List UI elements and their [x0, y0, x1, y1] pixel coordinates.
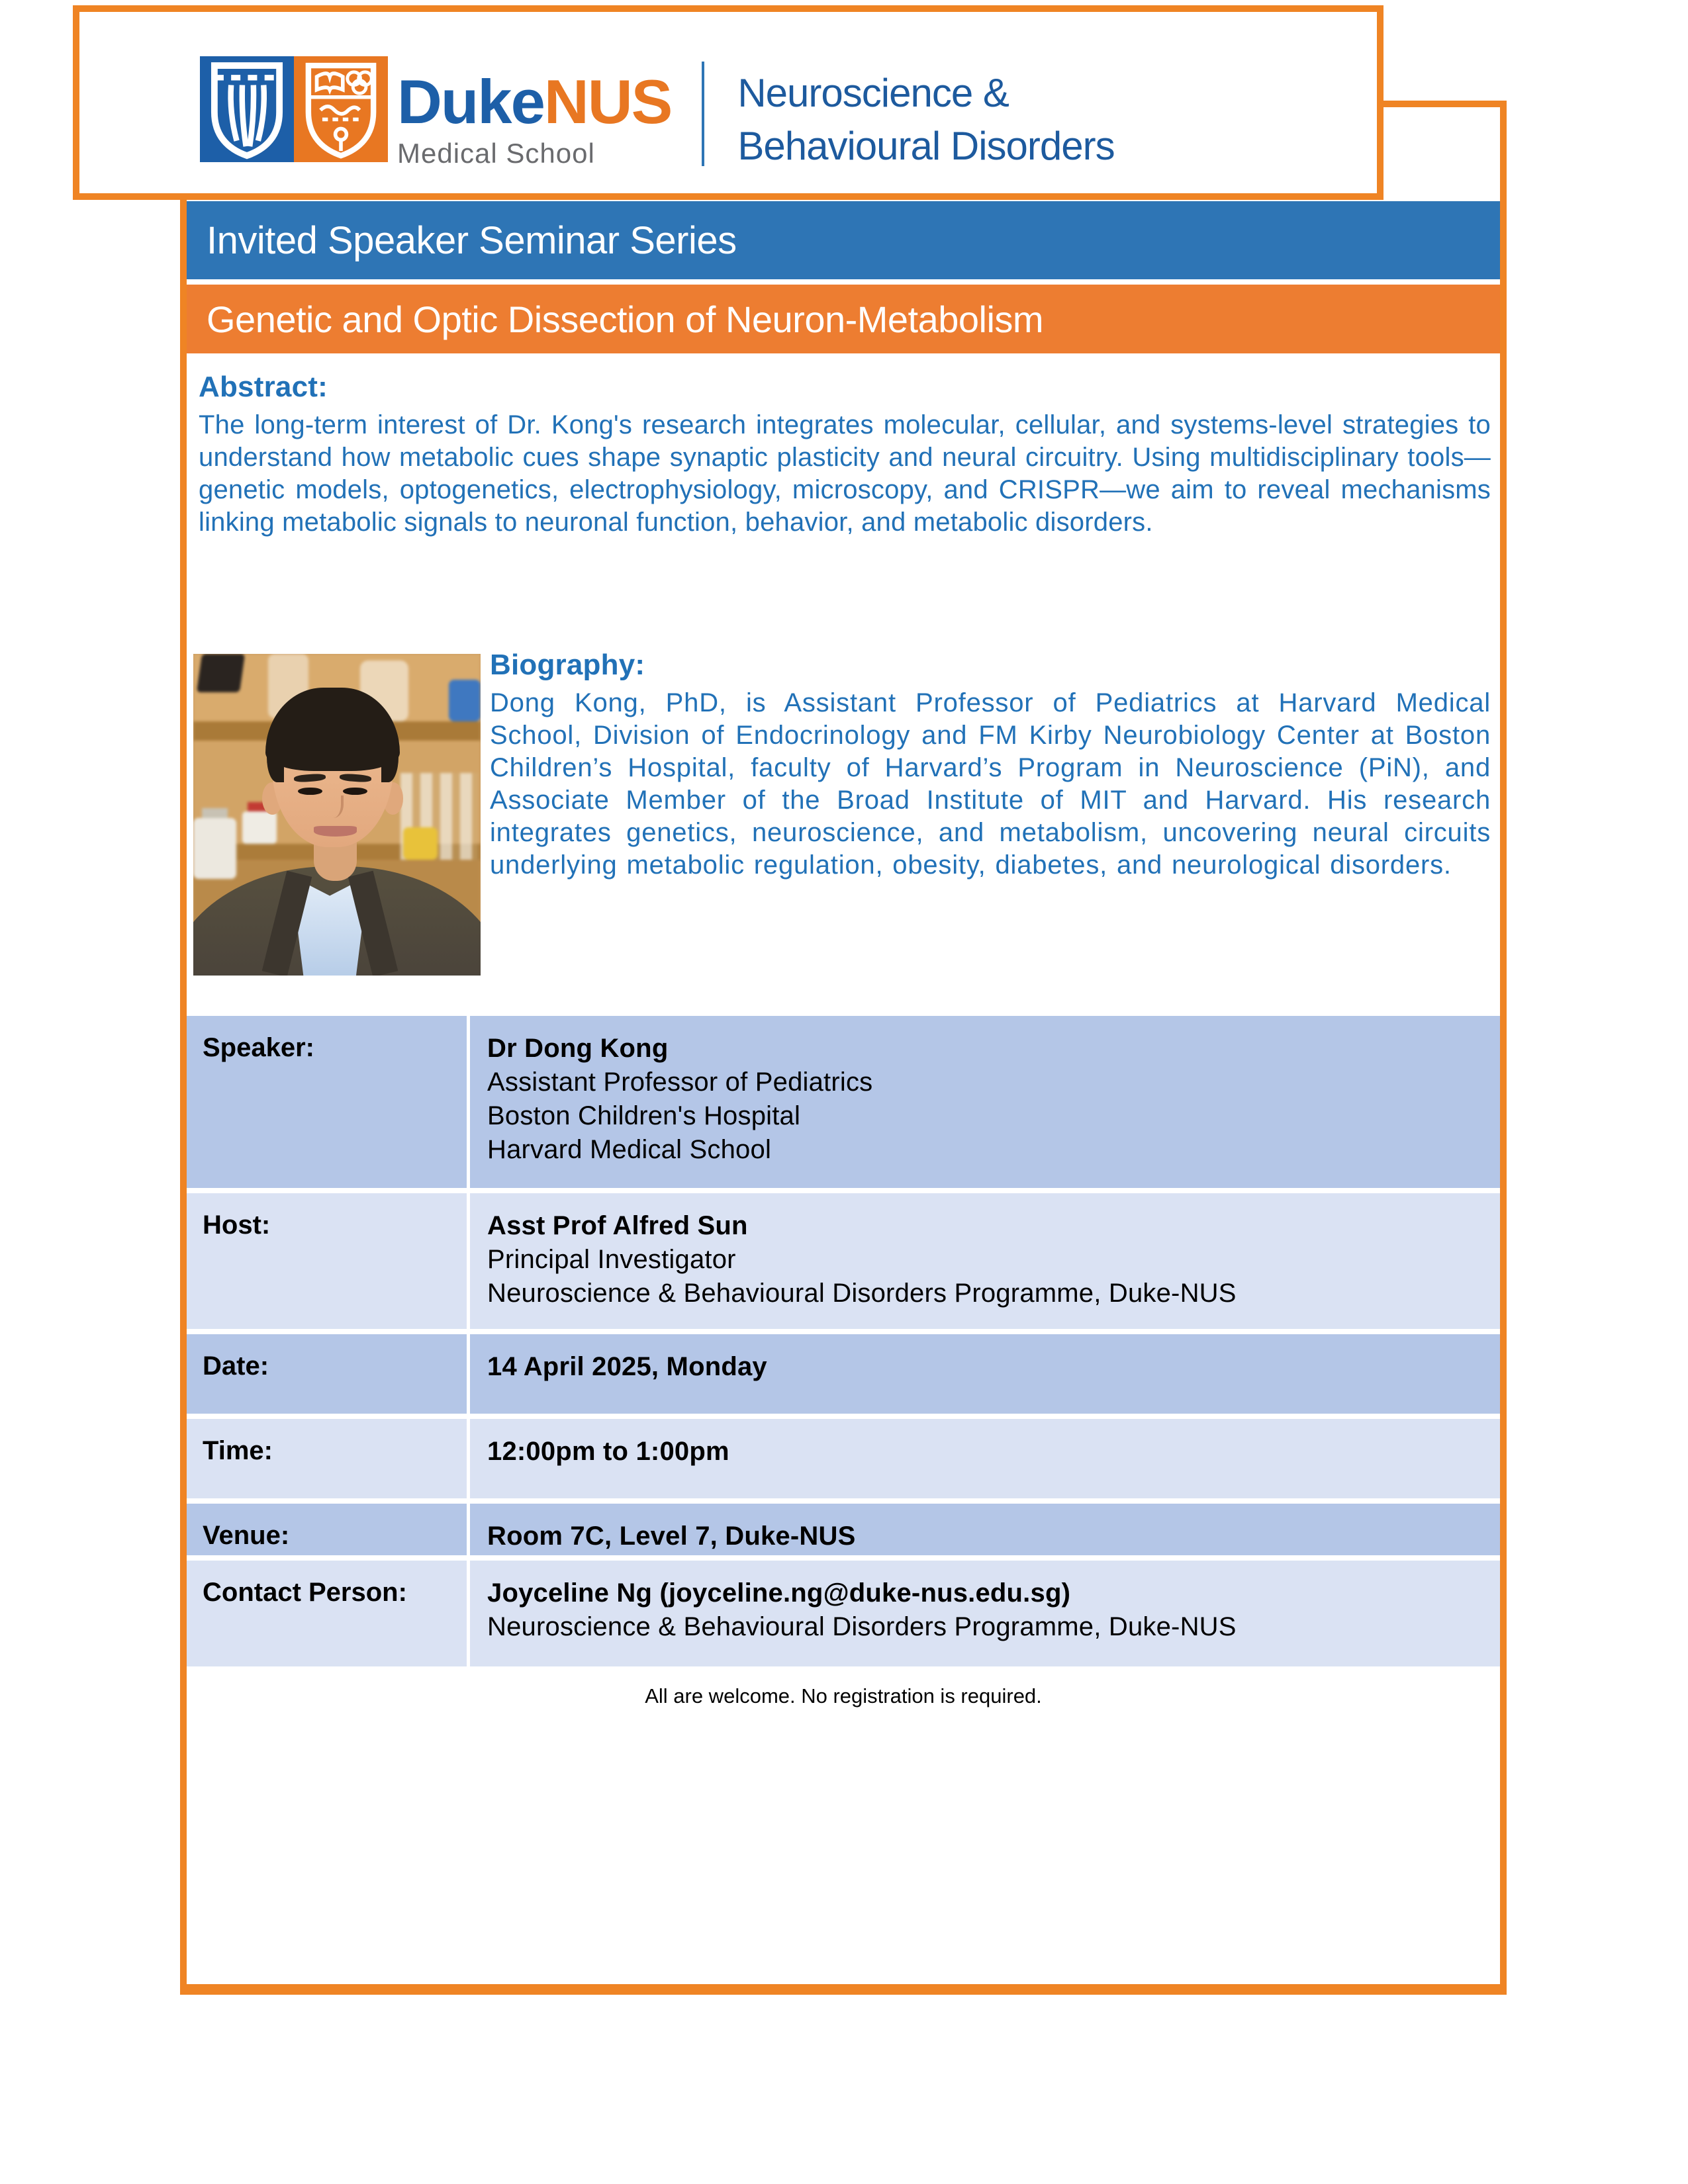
- table-row-contact-person: [187, 1561, 1500, 1666]
- logo-divider: [702, 62, 704, 166]
- row-label: Time:: [187, 1419, 467, 1498]
- row-value: 14 April 2025, Monday: [470, 1334, 1500, 1414]
- wordmark-nus: NUS: [543, 67, 672, 136]
- details-table: [187, 1016, 1500, 1672]
- abstract-section: [199, 371, 1491, 539]
- row-value: Asst Prof Alfred Sun Principal Investigator Neuroscience & Behavioural Disorders Programme, Duke-NUS: [470, 1193, 1500, 1329]
- header-frame: [73, 5, 1383, 200]
- row-value: 12:00pm to 1:00pm: [470, 1419, 1500, 1498]
- row-label: Contact Person:: [187, 1561, 467, 1666]
- dukenus-logo: [200, 56, 1115, 173]
- row-label: Speaker:: [187, 1016, 467, 1188]
- duke-shield-icon: [200, 56, 294, 162]
- table-row-host: [187, 1193, 1500, 1329]
- abstract-heading: Abstract:: [199, 371, 328, 403]
- row-label: Date:: [187, 1334, 467, 1414]
- row-label: Venue:: [187, 1504, 467, 1555]
- row-value: Room 7C, Level 7, Duke-NUS: [470, 1504, 1500, 1555]
- table-row-time: [187, 1419, 1500, 1498]
- abstract-body: The long-term interest of Dr. Kong's research integrates molecular, cellular, and systems-level strategies to understand how metabolic cues shape synaptic plasticity and neural circuitry. Using multidisciplinary tools—genetic models, optogenetics, electrophysiology, microscopy, and CRISPR—we aim to reveal mechanisms linking metabolic signals to neuronal function, behavior, and metabolic disorders.: [199, 410, 1491, 537]
- dukenus-wordmark: [397, 56, 671, 167]
- programme-line1: Neuroscience &: [737, 71, 1009, 115]
- nus-crest-icon: [294, 56, 388, 162]
- row-value: Joyceline Ng (joyceline.ng@duke-nus.edu.sg) Neuroscience & Behavioural Disorders Programme, Duke-NUS: [470, 1561, 1500, 1666]
- biography-section: [490, 649, 1491, 882]
- footer-note: All are welcome. No registration is required.: [645, 1684, 1042, 1707]
- wordmark-subtitle: Medical School: [397, 138, 595, 169]
- programme-title: [737, 67, 1114, 173]
- biography-heading: Biography:: [490, 649, 645, 681]
- biography-body: Dong Kong, PhD, is Assistant Professor of Pediatrics at Harvard Medical School, Division of Endocrinology and FM Kirby Neurobiology Center at Boston Children’s Hospital, faculty of Harvard’s Program in Neuroscience (PiN), and Associate Member of the Broad Institute of MIT and Harvard. His research integrates genetics, neuroscience, and metabolism, uncovering neural circuits underlying metabolic regulation, obesity, diabetes, and neurological disorders.: [490, 688, 1491, 880]
- speaker-photo: [193, 654, 481, 976]
- row-label: Host:: [187, 1193, 467, 1329]
- row-value: Dr Dong Kong Assistant Professor of Pediatrics Boston Children's Hospital Harvard Medical School: [470, 1016, 1500, 1188]
- wordmark-duke: Duke: [397, 67, 544, 136]
- table-row-venue: [187, 1504, 1500, 1555]
- table-row-date: [187, 1334, 1500, 1414]
- table-row-speaker: [187, 1016, 1500, 1188]
- series-banner: Invited Speaker Seminar Series: [187, 201, 1500, 279]
- seminar-title-banner: Genetic and Optic Dissection of Neuron-Metabolism: [187, 285, 1500, 353]
- programme-line2: Behavioural Disorders: [737, 124, 1115, 168]
